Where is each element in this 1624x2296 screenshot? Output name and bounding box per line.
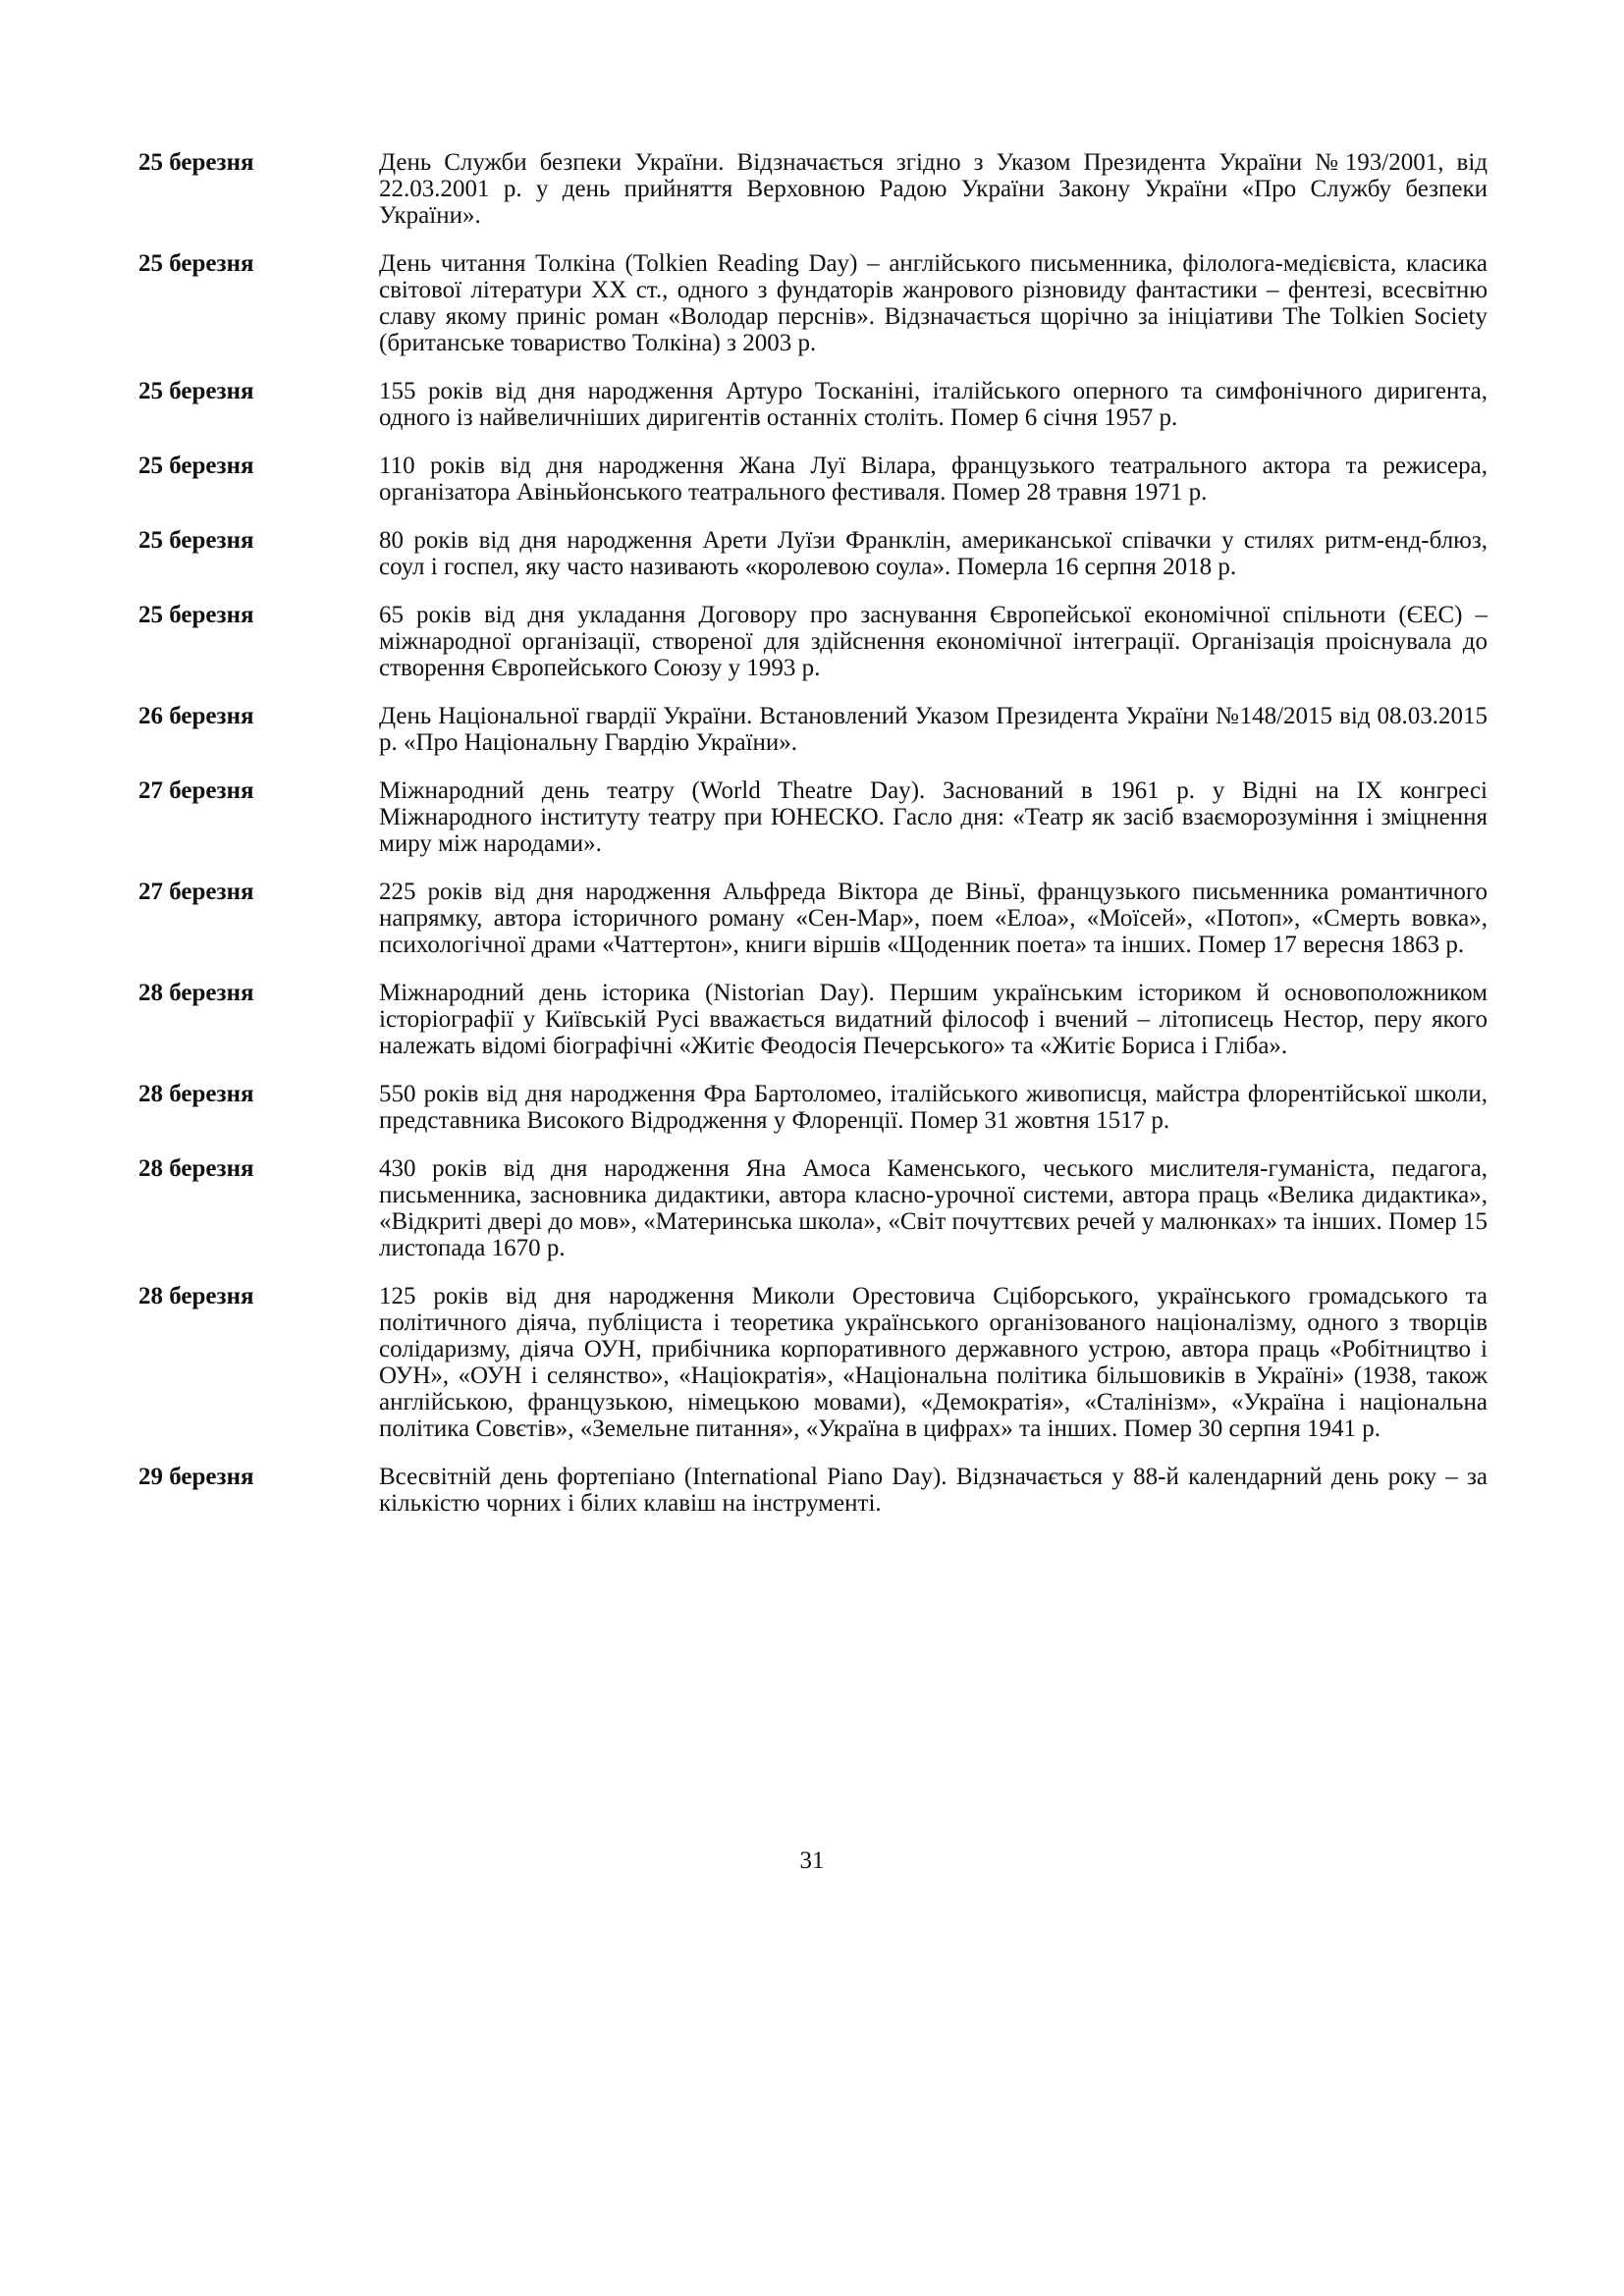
entry-date: 25 березня [138, 453, 254, 479]
entry-date: 28 березня [138, 980, 254, 1006]
entry-text: День Служби безпеки України. Відзначається згідно з Указом Президента України №193/2001, від 22.03.2001 р. у день прийняття Верховною Радою України Закону України «Про Службу безпеки України». [379, 149, 1488, 229]
entry-date: 25 березня [138, 527, 254, 554]
entry-date: 25 березня [138, 378, 254, 404]
calendar-entry [138, 378, 1488, 431]
entry-text: День Національної гвардії України. Встановлений Указом Президента України №148/2015 від 08.03.2015 р. «Про Національну Гвардію України». [379, 703, 1488, 756]
calendar-entry [138, 602, 1488, 681]
calendar-entry [138, 777, 1488, 857]
calendar-entry [138, 250, 1488, 356]
entry-text: 65 років від дня укладання Договору про заснування Європейської економічної спільноти (ЄЕС) – міжнародної організації, створеної для здійснення економічної інтеграції. Організація проіснувала до створення Європейського Союзу у 1993 р. [379, 602, 1488, 681]
entry-text: 225 років від дня народження Альфреда Віктора де Віньї, французького письменника романтичного напрямку, автора історичного роману «Сен-Мар», поем «Елоа», «Моїсей», «Потоп», «Смерть вовка», психологічної драми «Чаттертон», книги віршів «Щоденник поета» та інших. Помер 17 вересня 1863 р. [379, 879, 1488, 958]
entry-text: 430 років від дня народження Яна Амоса Каменського, чеського мислителя-гуманіста, педагога, письменника, засновника дидактики, автора класно-урочної системи, автора праць «Велика дидактика», «Відкриті двері до мов», «Материнська школа», «Світ почуттєвих речей у малюнках» та інших. Помер 15 листопада 1670 р. [379, 1155, 1488, 1261]
entry-text: Міжнародний день історика (Nistorian Day). Першим українським істориком й основоположником історіографії у Київській Русі вважається видатний філософ і вчений – літописець Нестор, перу якого належать відомі біографічні «Житіє Феодосія Печерського» та «Житіє Бориса і Гліба». [379, 980, 1488, 1059]
entry-text: 550 років від дня народження Фра Бартоломео, італійського живописця, майстра флорентійської школи, представника Високого Відродження у Флоренції. Помер 31 жовтня 1517 р. [379, 1081, 1488, 1134]
entry-text: День читання Толкіна (Tolkien Reading Day) – англійського письменника, філолога-медієвіста, класика світової літератури ХХ ст., одного з фундаторів жанрового різновиду фантастики – фентезі, всесвітню славу якому приніс роман «Володар перснів». Відзначається щорічно за ініціативи The Tolkien Society (британське товариство Толкіна) з 2003 р. [379, 250, 1488, 356]
entry-date: 25 березня [138, 149, 254, 176]
entry-date: 26 березня [138, 703, 254, 729]
entry-text: 80 років від дня народження Арети Луїзи Франклін, американської співачки у стилях ритм-енд-блюз, соул і госпел, яку часто називають «королевою соула». Померла 16 серпня 2018 р. [379, 527, 1488, 580]
calendar-entry [138, 527, 1488, 580]
calendar-entry [138, 980, 1488, 1059]
entry-date: 29 березня [138, 1464, 254, 1490]
entry-date: 25 березня [138, 602, 254, 628]
entry-text: Всесвітній день фортепіано (International Piano Day). Відзначається у 88-й календарний день року – за кількістю чорних і білих клавіш на інструменті. [379, 1464, 1488, 1517]
entry-text: 125 років від дня народження Миколи Орестовича Сціборського, українського громадського та політичного діяча, публіциста і теоретика українського організованого націоналізму, одного з творців солідаризму, діяча ОУН, прибічника корпоративного державного устрою, автора праць «Робітництво і ОУН», «ОУН і селянство», «Націократія», «Національна політика більшовиків в Україні» (1938, також англійською, французькою, німецькою мовами), «Демократія», «Сталінізм», «Україна і національна політика Совєтів», «Земельне питання», «Україна в цифрах» та інших. Помер 30 серпня 1941 р. [379, 1283, 1488, 1442]
calendar-entry [138, 1464, 1488, 1517]
entry-date: 25 березня [138, 250, 254, 277]
entry-date: 27 березня [138, 879, 254, 905]
calendar-entry [138, 453, 1488, 506]
entry-text: Міжнародний день театру (World Theatre Day). Заснований в 1961 р. у Відні на IX конгресі Міжнародного інституту театру при ЮНЕСКО. Гасло дня: «Театр як засіб взаєморозуміння і зміцнення миру між народами». [379, 777, 1488, 857]
entry-text: 155 років від дня народження Артуро Тосканіні, італійського оперного та симфонічного диригента, одного із найвеличніших диригентів останніх століть. Помер 6 січня 1957 р. [379, 378, 1488, 431]
entry-date: 28 березня [138, 1155, 254, 1182]
calendar-entry [138, 1081, 1488, 1134]
calendar-entry [138, 879, 1488, 958]
calendar-entry [138, 149, 1488, 229]
calendar-entries [138, 149, 1488, 1538]
calendar-entry [138, 703, 1488, 756]
entry-date: 27 березня [138, 777, 254, 804]
calendar-entry [138, 1283, 1488, 1442]
entry-date: 28 березня [138, 1081, 254, 1107]
entry-text: 110 років від дня народження Жана Луї Вілара, французького театрального актора та режисера, організатора Авіньйонського театрального фестиваля. Помер 28 травня 1971 р. [379, 453, 1488, 506]
entry-date: 28 березня [138, 1283, 254, 1309]
page-number: 31 [799, 1847, 825, 1874]
calendar-entry [138, 1155, 1488, 1261]
